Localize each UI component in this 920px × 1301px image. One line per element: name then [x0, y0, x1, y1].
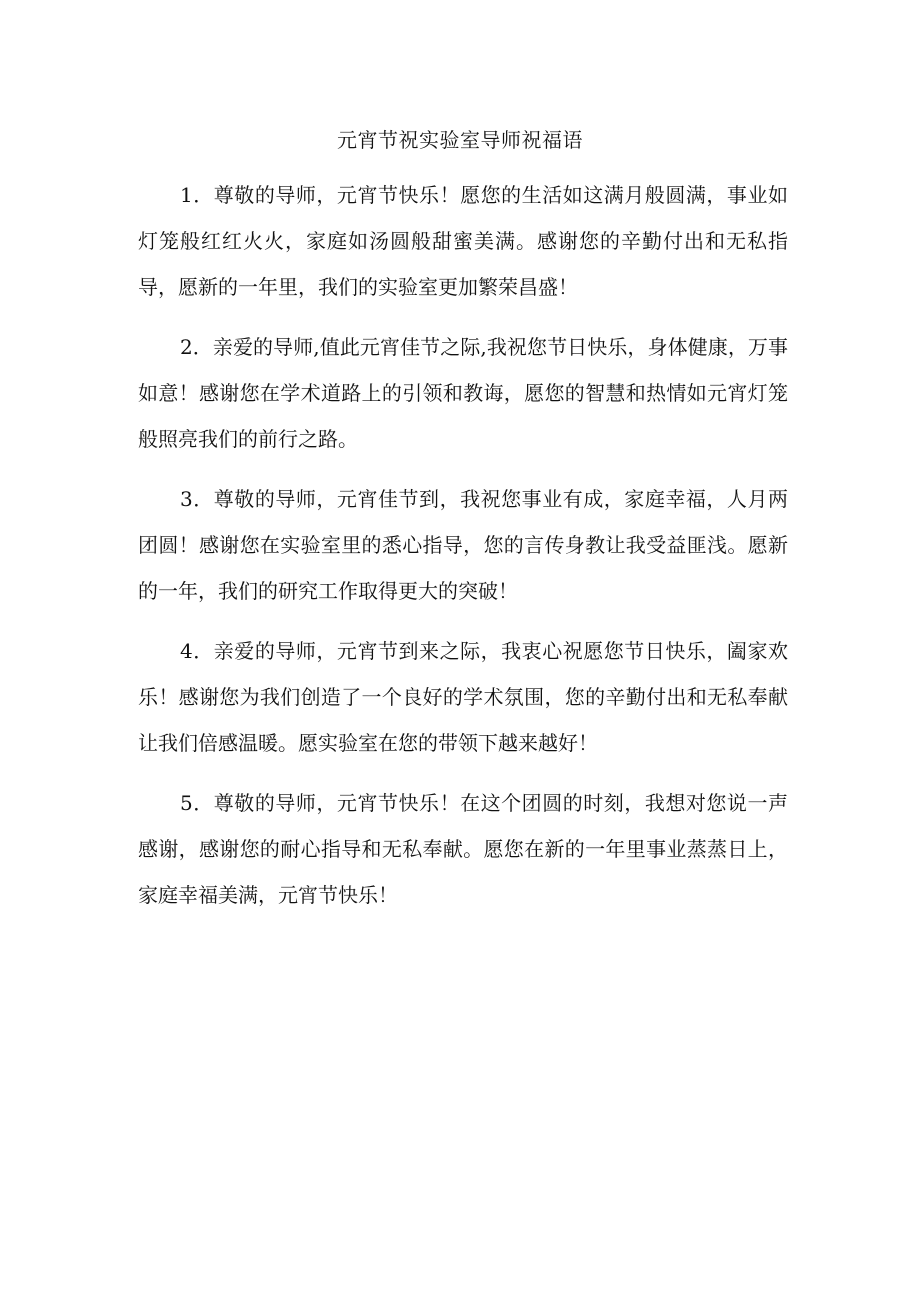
blessing-paragraph-4: 4．亲爱的导师，元宵节到来之际，我衷心祝愿您节日快乐，阖家欢乐！感谢您为我们创造了一个良好的学术氛围，您的辛勤付出和无私奉献让我们倍感温暖。愿实验室在您的带领下越来越好！	[138, 639, 788, 755]
blessing-paragraph-3: 3．尊敬的导师，元宵佳节到，我祝您事业有成，家庭幸福，人月两团圆！感谢您在实验室里的悉心指导，您的言传身教让我受益匪浅。愿新的一年，我们的研究工作取得更大的突破！	[138, 487, 788, 603]
document-title: 元宵节祝实验室导师祝福语	[337, 128, 583, 152]
blessing-paragraph-2: 2．亲爱的导师,值此元宵佳节之际,我祝您节日快乐，身体健康，万事如意！感谢您在学术道路上的引领和教诲，愿您的智慧和热情如元宵灯笼般照亮我们的前行之路。	[138, 335, 788, 451]
document-body	[138, 172, 788, 932]
blessing-paragraph-1: 1．尊敬的导师，元宵节快乐！愿您的生活如这满月般圆满，事业如灯笼般红红火火，家庭如汤圆般甜蜜美满。感谢您的辛勤付出和无私指导，愿新的一年里，我们的实验室更加繁荣昌盛！	[138, 183, 788, 299]
blessing-paragraph-5: 5．尊敬的导师，元宵节快乐！在这个团圆的时刻，我想对您说一声感谢，感谢您的耐心指导和无私奉献。愿您在新的一年里事业蒸蒸日上，家庭幸福美满，元宵节快乐！	[138, 791, 788, 907]
